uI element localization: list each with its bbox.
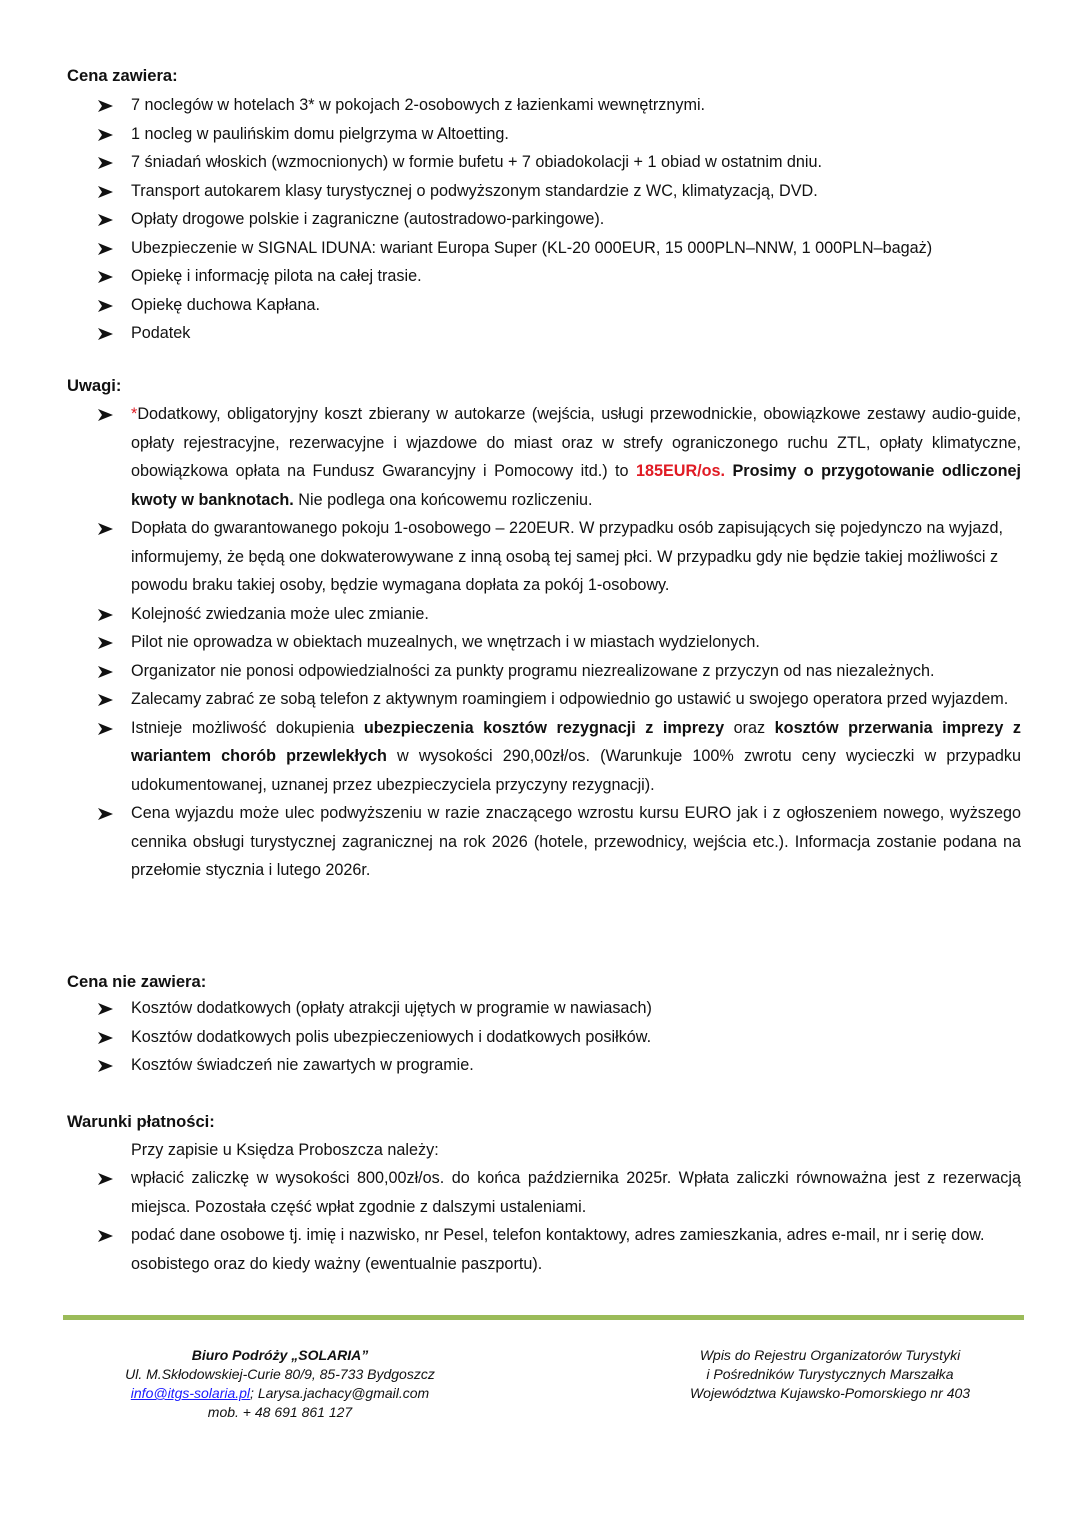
arrow-bullet-icon [98,1051,114,1079]
arrow-bullet-icon [98,291,114,319]
footer-registry: Wpis do Rejestru Organizatorów Turystyki i Pośredników Turystycznych Marszałka Województwa Kujawsko-Pomorskiego nr 403 [689,1347,971,1401]
arrow-bullet-icon [98,994,114,1022]
arrow-bullet-icon [98,1023,114,1051]
list-item: Dopłata do gwarantowanego pokoju 1-osobowego – 220EUR. W przypadku osób zapisujących się pojedynczo na wyjazd, informujemy, że będą one dokwaterowywane z inną osobą tej samej płci. W przypadku gdy nie będzie takiej możliwości z powodu braku takiej osoby, będzie wymagana dopłata za pokój 1-osobowy. [0,514,1087,600]
list-item: 7 śniadań włoskich (wzmocnionych) w formie bufetu + 7 obiadokolacji + 1 obiad w ostatnim dniu. [0,148,1087,177]
arrow-bullet-icon [98,685,114,713]
arrow-bullet-icon [98,628,114,656]
arrow-bullet-icon [98,400,114,428]
section-heading-payment: Warunki płatności: [67,1112,215,1131]
arrow-bullet-icon [98,319,114,347]
company-address: Ul. M.Skłodowskiej-Curie 80/9, 85-733 Bydgoszcz [125,1366,435,1382]
company-emails: info@itgs-solaria.pl; Larysa.jachacy@gmail.com [130,1385,430,1401]
list-item: *Dodatkowy, obligatoryjny koszt zbierany w autokarze (wejścia, usługi przewodnickie, obowiązkowe zestawy audio-guide, opłaty rejestracyjne, rezerwacyjne i wjazdowe do miast oraz w strefy ograniczonego ruchu ZTL, opłaty klimatyczne, obowiązkowa opłata na Fundusz Gwarancyjny i Pomocowy itd.) to 185EUR/os. Prosimy o przygotowanie odliczonej kwoty w banknotach. Nie podlega ona końcowemu rozliczeniu. [0,400,1087,514]
list-item: podać dane osobowe tj. imię i nazwisko, nr Pesel, telefon kontaktowy, adres zamieszkania, adres e-mail, nr i serię dow. osobistego oraz do kiedy ważny (ewentualnie paszportu). [0,1221,1087,1278]
extra-cost-amount: 185EUR/os. [635,462,726,480]
list-item: Cena wyjazdu może ulec podwyższeniu w razie znaczącego wzrostu kursu EURO jak i z ogłoszeniem nowego, wyższego cennika obsługi turystycznej zagranicznej na rok 2026 (hotele, przewodnicy, wejścia etc.). Informacja zostanie podana na przełomie stycznia i lutego 2026r. [0,799,1087,885]
section-heading-notes: Uwagi: [67,376,122,395]
list-item: 1 nocleg w paulińskim domu pielgrzyma w Altoetting. [0,120,1087,149]
email-link[interactable]: info@itgs-solaria.pl [130,1385,251,1401]
payment-list [0,1164,1087,1278]
list-item: wpłacić zaliczkę w wysokości 800,00zł/os. do końca października 2025r. Wpłata zaliczki równoważna jest z rezerwacją miejsca. Pozostała część wpłat zgodnie z dalszymi ustaleniami. [0,1164,1087,1221]
arrow-bullet-icon [98,91,114,119]
list-item: Kosztów dodatkowych polis ubezpieczeniowych i dodatkowych posiłków. [0,1023,1087,1052]
arrow-bullet-icon [98,177,114,205]
arrow-bullet-icon [98,714,114,742]
footer-divider [63,1315,1024,1320]
list-item: 7 noclegów w hotelach 3* w pokojach 2-osobowych z łazienkami wewnętrznymi. [0,91,1087,120]
arrow-bullet-icon [98,1221,114,1249]
arrow-bullet-icon [98,657,114,685]
section-heading-includes: Cena zawiera: [67,66,178,85]
list-item: Kolejność zwiedzania może ulec zmianie. [0,600,1087,629]
list-item: Pilot nie oprowadza w obiektach muzealnych, we wnętrzach i w miastach wydzielonych. [0,628,1087,657]
list-item: Kosztów dodatkowych (opłaty atrakcji ujętych w programie w nawiasach) [0,994,1087,1023]
secondary-email: Larysa.jachacy@gmail.com [257,1385,430,1401]
arrow-bullet-icon [98,148,114,176]
list-item: Ubezpieczenie w SIGNAL IDUNA: wariant Europa Super (KL-20 000EUR, 15 000PLN–NNW, 1 000PLN–bagaż) [0,234,1087,263]
arrow-bullet-icon [98,600,114,628]
arrow-bullet-icon [98,262,114,290]
arrow-bullet-icon [98,120,114,148]
list-item: Kosztów świadczeń nie zawartych w programie. [0,1051,1087,1080]
company-name: Biuro Podróży „SOLARIA” [191,1347,369,1363]
list-item: Transport autokarem klasy turystycznej o podwyższonym standardzie z WC, klimatyzacją, DVD. [0,177,1087,206]
list-item: Opiekę duchowa Kapłana. [0,291,1087,320]
excludes-list [0,994,1087,1080]
footer-contact [100,1346,460,1422]
includes-list [0,91,1087,348]
arrow-bullet-icon [98,799,114,827]
company-phone: mob. + 48 691 861 127 [207,1404,353,1420]
list-item: Zalecamy zabrać ze sobą telefon z aktywnym roamingiem i odpowiednio go ustawić u swojego operatora przed wyjazdem. [0,685,1087,714]
list-item: Podatek [0,319,1087,348]
arrow-bullet-icon [98,234,114,262]
list-item: Opiekę i informację pilota na całej trasie. [0,262,1087,291]
payment-intro: Przy zapisie u Księdza Proboszcza należy: [131,1141,439,1159]
arrow-bullet-icon [98,514,114,542]
list-item: Opłaty drogowe polskie i zagraniczne (autostradowo-parkingowe). [0,205,1087,234]
section-heading-excludes: Cena nie zawiera: [67,972,207,991]
arrow-bullet-icon [98,1164,114,1192]
list-item: Istnieje możliwość dokupienia ubezpieczenia kosztów rezygnacji z imprezy oraz kosztów przerwania imprezy z wariantem chorób przewlekłych w wysokości 290,00zł/os. (Warunkuje 100% zwrotu ceny wycieczki w przypadku udokumentowanej, uznanej przez ubezpieczyciela przyczyny rezygnacji). [0,714,1087,800]
list-item: Organizator nie ponosi odpowiedzialności za punkty programu niezrealizowane z przyczyn od nas niezależnych. [0,657,1087,686]
notes-list [0,400,1087,885]
arrow-bullet-icon [98,205,114,233]
